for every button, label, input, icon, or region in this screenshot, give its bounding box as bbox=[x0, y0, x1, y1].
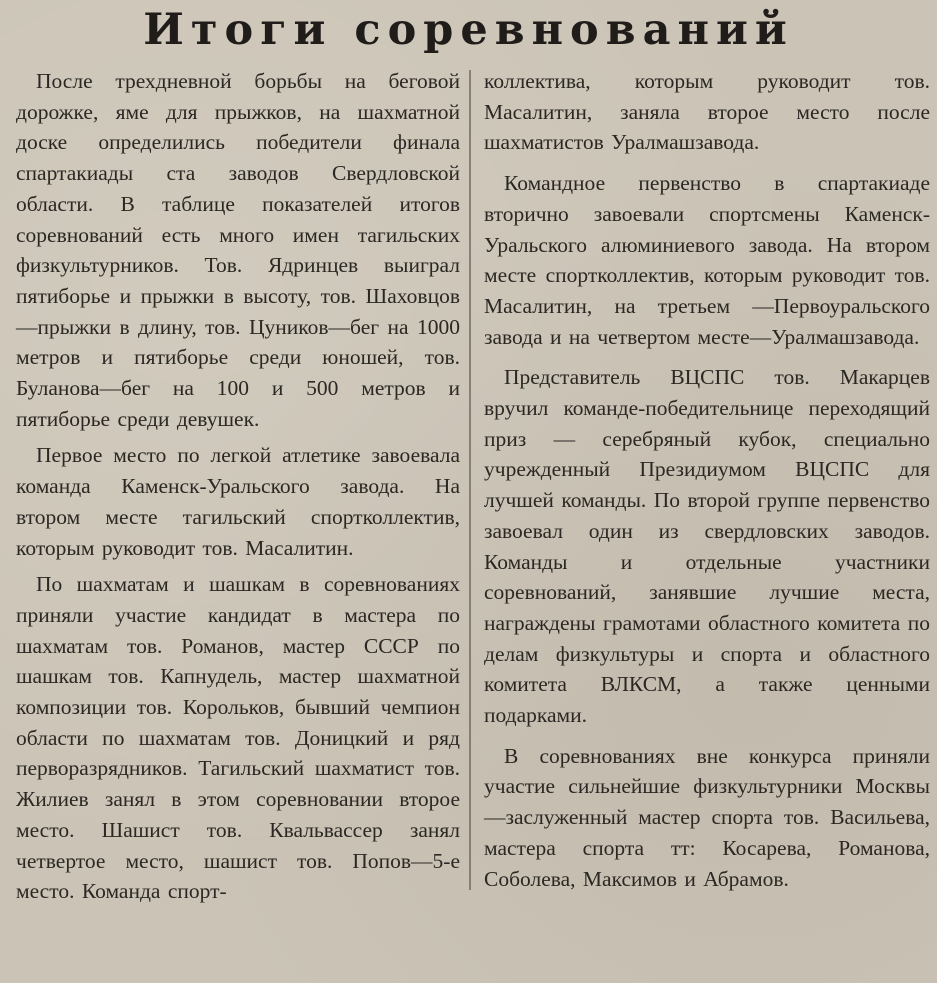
column-divider bbox=[469, 70, 471, 890]
article-paragraph: Командное первенство в спартакиаде вторично завоевали спортсмены Каменск-Уральского алюминиевого завода. На втором месте спортколлектив, которым руководит тов. Масалитин, на третьем —Первоуральского завода и на четвертом месте—Уралмашзавода. bbox=[484, 171, 930, 349]
article-paragraph: Представитель ВЦСПС тов. Макарцев вручил команде-победительнице переходящий приз — серебряный кубок, специально учрежденный Президиумом ВЦСПС для лучшей команды. По второй группе первенство завоевал один из свердловских заводов. Команды и отдельные участники соревнований, занявшие лучшие места, награждены грамотами областного комитета по делам физкультуры и спорта и областного комитета ВЛКСМ, а также ценными подарками. bbox=[484, 365, 930, 728]
article-paragraph: По шахматам и шашкам в соревнованиях приняли участие кандидат в мастера по шахматам тов. Романов, мастер СССР по шашкам тов. Капнудель, мастер шахматной композиции тов. Корольков, бывший чемпион области по шахматам тов. Доницкий и ряд перворазрядников. Тагильский шахматист тов. Жилиев занял в этом соревновании второе место. Шашист тов. Квальвассер занял четвертое место, шашист тов. Попов—5-е место. Команда спорт- bbox=[16, 572, 460, 904]
article-paragraph: После трехдневной борьбы на беговой дорожке, яме для прыжков, на шахматной доске определились победители финала спартакиады ста заводов Свердловской области. В таблице показателей итогов соревнований есть много имен тагильских физкультурников. Тов. Ядринцев выиграл пятиборье и прыжки в высоту, тов. Шаховцов—прыжки в длину, тов. Цуников—бег на 1000 метров и пятиборье среди юношей, тов. Буланова—бег на 100 и 500 метров и пятиборье среди девушек. bbox=[16, 69, 460, 431]
article-column-right bbox=[484, 66, 930, 894]
article-paragraph: Первое место по легкой атлетике завоевала команда Каменск-Уральского завода. На втором месте тагильский спортколлектив, которым руководит тов. Масалитин. bbox=[16, 443, 460, 560]
article-paragraph: В соревнованиях вне конкурса приняли участие сильнейшие физкультурники Москвы—заслуженный мастер спорта тов. Васильева, мастера спорта тт: Косарева, Романова, Соболева, Максимов и Абрамов. bbox=[484, 743, 930, 891]
article-paragraph: коллектива, которым руководит тов. Масалитин, заняла второе место после шахматистов Уралмашзавода. bbox=[484, 69, 930, 155]
article-column-left bbox=[16, 66, 460, 907]
article-headline: Итоги соревнований bbox=[143, 5, 794, 55]
